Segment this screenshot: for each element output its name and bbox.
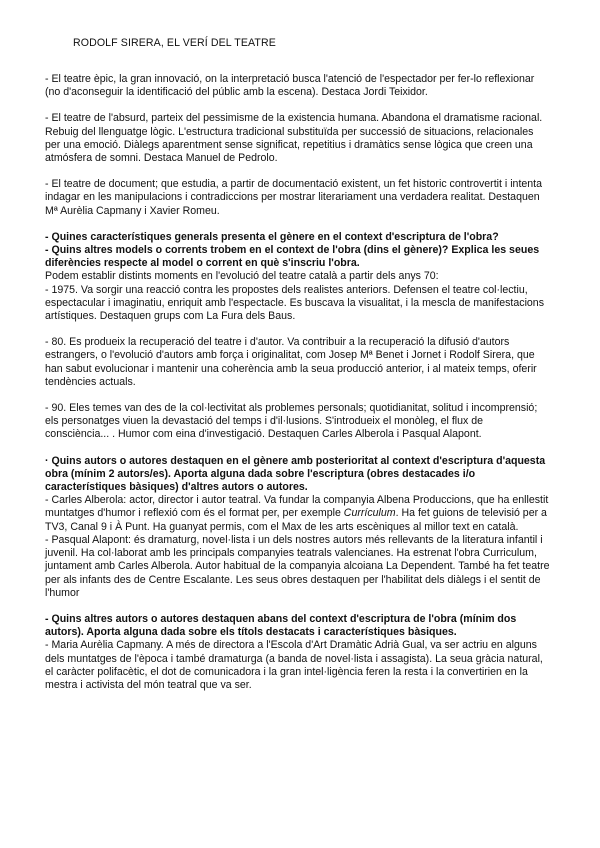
paragraph-teatre-document: - El teatre de document; que estudia, a partir de documentació existent, un fet historic controvertit i intenta indagar en les manipulacions i contradiccions per mostrar literariament una verdadera realitat. Destaquen Mª Aurèlia Capmany i Xavier Romeu. [45,178,543,217]
answer-1975: - 1975. Va sorgir una reacció contra les propostes dels realistes anteriors. Defensen el teatre col·lectiu, espectacular i imaginatiu, enriquit amb l'espectacle. Es buscava la visualitat, i la mescla de manifestacions artístiques. Destaquen grups com La Fura dels Baus. [45,283,544,323]
answer-80s: - 80. Es produeix la recuperació del teatre i d'autor. Va contribuir a la recuperació la difusió d'autors estrangers, o l'evolució d'autors amb força i originalitat, com Josep Mª Benet i Jornet i Rodolf Sirera, que han sabut evolucionar i mantenir una coherència amb la seua producció anterior, i al mateix temps, oferir tendències actuals. [45,336,537,388]
question-earlier-authors: - Quins altres autors o autores destaquen abans del context d'escriptura de l'obra (mínim dos autors). Aporta alguna dada sobre els títols destacats i característiques bàsiques. [45,612,517,639]
title-curriculum: Currículum [343,507,396,520]
question-models: - Quins altres models o corrents trobem en el context de l'obra (dins el gènere)? Explica les seues diferències respecte al model o corrent en què s'inscriu l'obra. [45,244,540,270]
author-maria-aurelia-capmany: - Maria Aurèlia Capmany. A més de directora a l'Escola d'Art Dramàtic Adrià Gual, va ser actriu en alguns dels muntatges de l'època i també dramaturga (a banda de novel·lista i assagista). La seua gràcia natural, el caràcter polifacètic, el dot de comunicadora i la gran intel·ligència feren la resta i la convertirien en la mestra i activista del món teatral que va ser. [45,639,543,691]
page-header: RODOLF SIRERA, EL VERÍ DEL TEATRE [73,37,276,49]
question-later-authors: · Quins autors o autores destaquen en el gènere amb posterioritat al context d'escriptura d'aquesta obra (mínim 2 autors/es). Aporta alguna dada sobre l'escriptura (obres destacades i/o característiques bàsiques) d'altres autors o autores. [45,454,546,494]
answer-intro: Podem establir distints moments en l'evolució del teatre català a partir dels anys 70: [45,270,439,283]
paragraph-teatre-epic: - El teatre èpic, la gran innovació, on la interpretació busca l'atenció de l'espectador per fer-lo reflexionar (no d'aconseguir la identificació del públic amb la escena). Destaca Jordi Teixidor. [45,73,535,99]
answer-90s: - 90. Eles temes van des de la col·lectivitat als problemes personals; quotidianitat, solitud i incomprensió; els personatges viuen la devastació del temps i d'il·lusions. S'introdueix el monòleg, el flux de consciència... . Humor com eina d'investigació. Destaquen Carles Alberola i Pasqual Alapont. [45,402,538,441]
author-pasqual-alapont: - Pasqual Alapont: és dramaturg, novel·lista i un dels nostres autors més rellevants de la literatura infantil i juvenil. Ha col·laborat amb les principals companyies teatrals valencianes. Ha estrenat l'obra Curriculum, juntament amb Carles Alberola. Autor habitual de la companyia alcoiana La Dependent. També ha fet teatre per als infants des de Centre Escalante. Les seus obres destaquen per l'habilitat dels diàlegs i el sentit de l'humor [45,533,550,599]
author-carles-alberola: - Carles Alberola: actor, director i autor teatral. Va fundar la companyia Albena Produccions, que ha enllestit muntatges d'humor i reflexió com és el format per, per exemple Currículum. Ha fet guions de televisió per a TV3, Canal 9 i À Punt. Ha guanyat permis, com el Max de les arts escèniques al millor text en català. [45,494,549,533]
question-characteristics: - Quines característiques generals presenta el gènere en el context d'escriptura de l'obra? [45,230,499,243]
document-body [45,73,550,692]
paragraph-teatre-absurd: - El teatre de l'absurd, parteix del pessimisme de la existencia humana. Abandona el dramatisme racional. Rebuig del llenguatge lògic. L'estructura tradicional substituïda per successió de situacions, relacionales per una emoció. Diàlegs aparentment sense significat, repetitius i dramàtics sense lògica que creen una atmósfera de somni. Destaca Manuel de Pedrolo. [45,112,543,165]
